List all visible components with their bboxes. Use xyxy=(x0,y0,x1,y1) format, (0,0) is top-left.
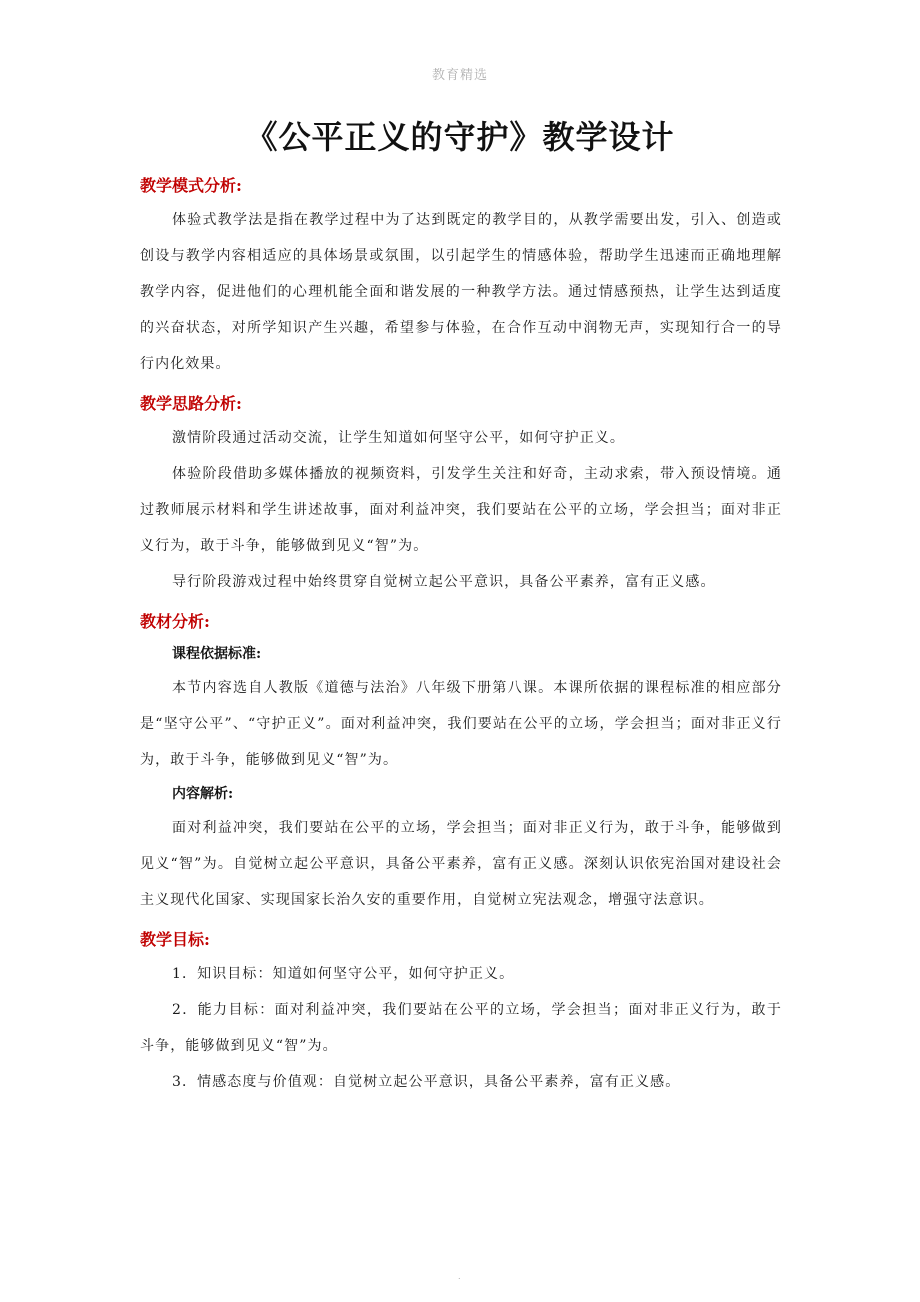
subheading-content-analysis: 内容解析: xyxy=(172,786,234,802)
paragraph: 体验式教学法是指在教学过程中为了达到既定的教学目的，从教学需要出发，引入、创造或创设与教学内容相适应的具体场景或氛围，以引起学生的情感体验，帮助学生迅速而正确地理解教学内容，促进他们的心理机能全面和谐发展的一种教学方法。通过情感预热，让学生达到适度的兴奋状态，对所学知识产生兴趣，希望参与体验，在合作互动中润物无声，实现知行合一的导行内化效果。 xyxy=(140,212,782,372)
page-footer-mark: . xyxy=(458,1272,461,1281)
paragraph: 面对利益冲突，我们要站在公平的立场，学会担当；面对非正义行为，敢于斗争，能够做到见义“智”为。自觉树立起公平意识，具备公平素养，富有正义感。深刻认识依宪治国对建设社会主义现代化国家、实现国家长治久安的重要作用，自觉树立宪法观念，增强守法意识。 xyxy=(140,820,782,908)
section-teaching-goals xyxy=(140,924,782,1100)
paragraph: 本节内容选自人教版《道德与法治》八年级下册第八课。本课所依据的课程标准的相应部分是“坚守公平”、“守护正义”。面对利益冲突，我们要站在公平的立场，学会担当；面对非正义行为，敢于斗争，能够做到见义“智”为。 xyxy=(140,680,782,768)
section-heading-mode: 教学模式分析: xyxy=(140,176,242,195)
section-material-analysis xyxy=(140,606,782,918)
document-body xyxy=(140,170,782,1100)
page-header: 教育精选 xyxy=(431,68,488,83)
section-heading-material: 教材分析: xyxy=(140,612,210,631)
paragraph: 体验阶段借助多媒体播放的视频资料，引发学生关注和好奇，主动求索，带入预设情境。通过教师展示材料和学生讲述故事，面对利益冲突，我们要站在公平的立场，学会担当；面对非正义行为，敢于斗争，能够做到见义“智”为。 xyxy=(140,466,782,554)
goal-item: 3．情感态度与价值观：自觉树立起公平意识，具备公平素养，富有正义感。 xyxy=(172,1074,681,1090)
paragraph: 激情阶段通过活动交流，让学生知道如何坚守公平，如何守护正义。 xyxy=(172,430,625,446)
subheading-curriculum-standard: 课程依据标准: xyxy=(172,646,262,662)
goal-item: 2．能力目标：面对利益冲突，我们要站在公平的立场，学会担当；面对非正义行为，敢于斗争，能够做到见义“智”为。 xyxy=(140,1002,782,1054)
section-heading-goals: 教学目标: xyxy=(140,930,210,949)
paragraph: 导行阶段游戏过程中始终贯穿自觉树立起公平意识，具备公平素养，富有正义感。 xyxy=(172,574,716,590)
document-title: 《公平正义的守护》教学设计 xyxy=(245,118,675,156)
section-teaching-approach xyxy=(140,388,782,600)
goal-item: 1．知识目标：知道如何坚守公平，如何守护正义。 xyxy=(172,966,515,982)
section-heading-approach: 教学思路分析: xyxy=(140,394,242,413)
section-teaching-mode xyxy=(140,170,782,382)
